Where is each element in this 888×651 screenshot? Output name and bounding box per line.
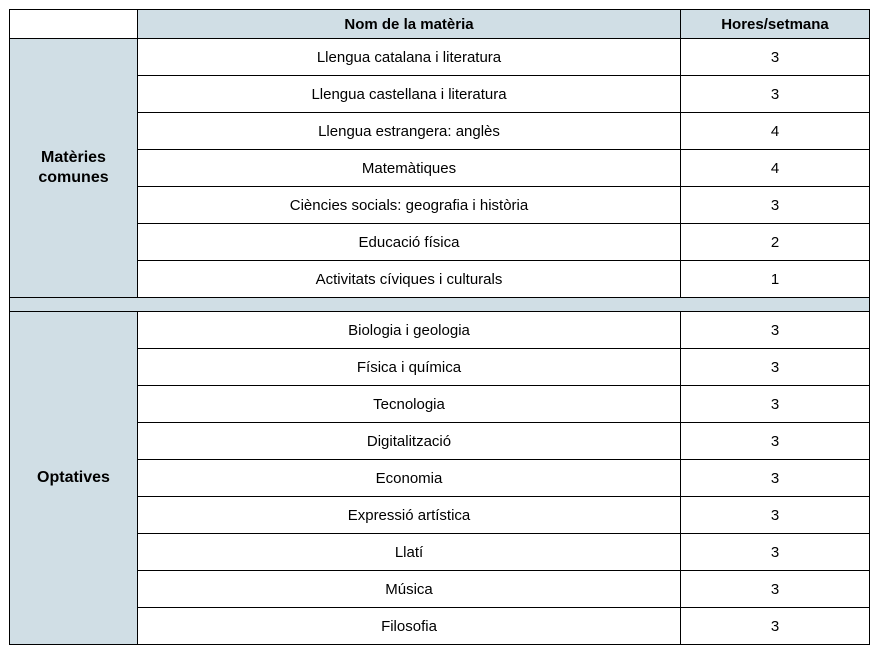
subject-hours: 3: [681, 423, 870, 460]
table-row: [10, 571, 870, 608]
subject-hours: 3: [681, 460, 870, 497]
table-row: [10, 39, 870, 76]
subject-hours: 3: [681, 571, 870, 608]
subject-name: Tecnologia: [138, 386, 681, 423]
subject-hours: 3: [681, 349, 870, 386]
table-row: [10, 534, 870, 571]
subject-hours: 3: [681, 608, 870, 645]
subject-name: Activitats cíviques i culturals: [138, 261, 681, 298]
table-row: [10, 224, 870, 261]
table-row: [10, 497, 870, 534]
table-row: [10, 150, 870, 187]
table-row: [10, 349, 870, 386]
header-blank-cell: [10, 10, 138, 39]
subject-hours: 3: [681, 534, 870, 571]
subject-hours: 3: [681, 76, 870, 113]
subject-hours: 4: [681, 150, 870, 187]
subject-name: Educació física: [138, 224, 681, 261]
header-row: [10, 10, 870, 39]
subject-name: Llatí: [138, 534, 681, 571]
table-row: [10, 76, 870, 113]
group-label-common: Matèries comunes: [10, 39, 138, 298]
subject-name: Expressió artística: [138, 497, 681, 534]
subject-name: Música: [138, 571, 681, 608]
subjects-table: [9, 9, 870, 645]
subject-name: Digitalització: [138, 423, 681, 460]
subject-name: Llengua estrangera: anglès: [138, 113, 681, 150]
subject-hours: 3: [681, 187, 870, 224]
subject-name: Biologia i geologia: [138, 312, 681, 349]
subject-name: Ciències socials: geografia i història: [138, 187, 681, 224]
group-separator-row: [10, 298, 870, 312]
subject-hours: 4: [681, 113, 870, 150]
table-row: [10, 386, 870, 423]
table-row: [10, 113, 870, 150]
subject-name: Matemàtiques: [138, 150, 681, 187]
subject-hours: 3: [681, 39, 870, 76]
header-subject: Nom de la matèria: [138, 10, 681, 39]
table-row: [10, 312, 870, 349]
subject-name: Economia: [138, 460, 681, 497]
group-label-optatives: Optatives: [10, 312, 138, 645]
table-row: [10, 261, 870, 298]
header-hours: Hores/setmana: [681, 10, 870, 39]
table-row: [10, 423, 870, 460]
subject-name: Física i química: [138, 349, 681, 386]
table-row: [10, 608, 870, 645]
subject-name: Filosofia: [138, 608, 681, 645]
subject-hours: 3: [681, 497, 870, 534]
subject-hours: 1: [681, 261, 870, 298]
subject-hours: 3: [681, 312, 870, 349]
subject-hours: 3: [681, 386, 870, 423]
table-row: [10, 187, 870, 224]
subject-name: Llengua castellana i literatura: [138, 76, 681, 113]
table-row: [10, 460, 870, 497]
subject-hours: 2: [681, 224, 870, 261]
subject-name: Llengua catalana i literatura: [138, 39, 681, 76]
group-separator: [10, 298, 870, 312]
